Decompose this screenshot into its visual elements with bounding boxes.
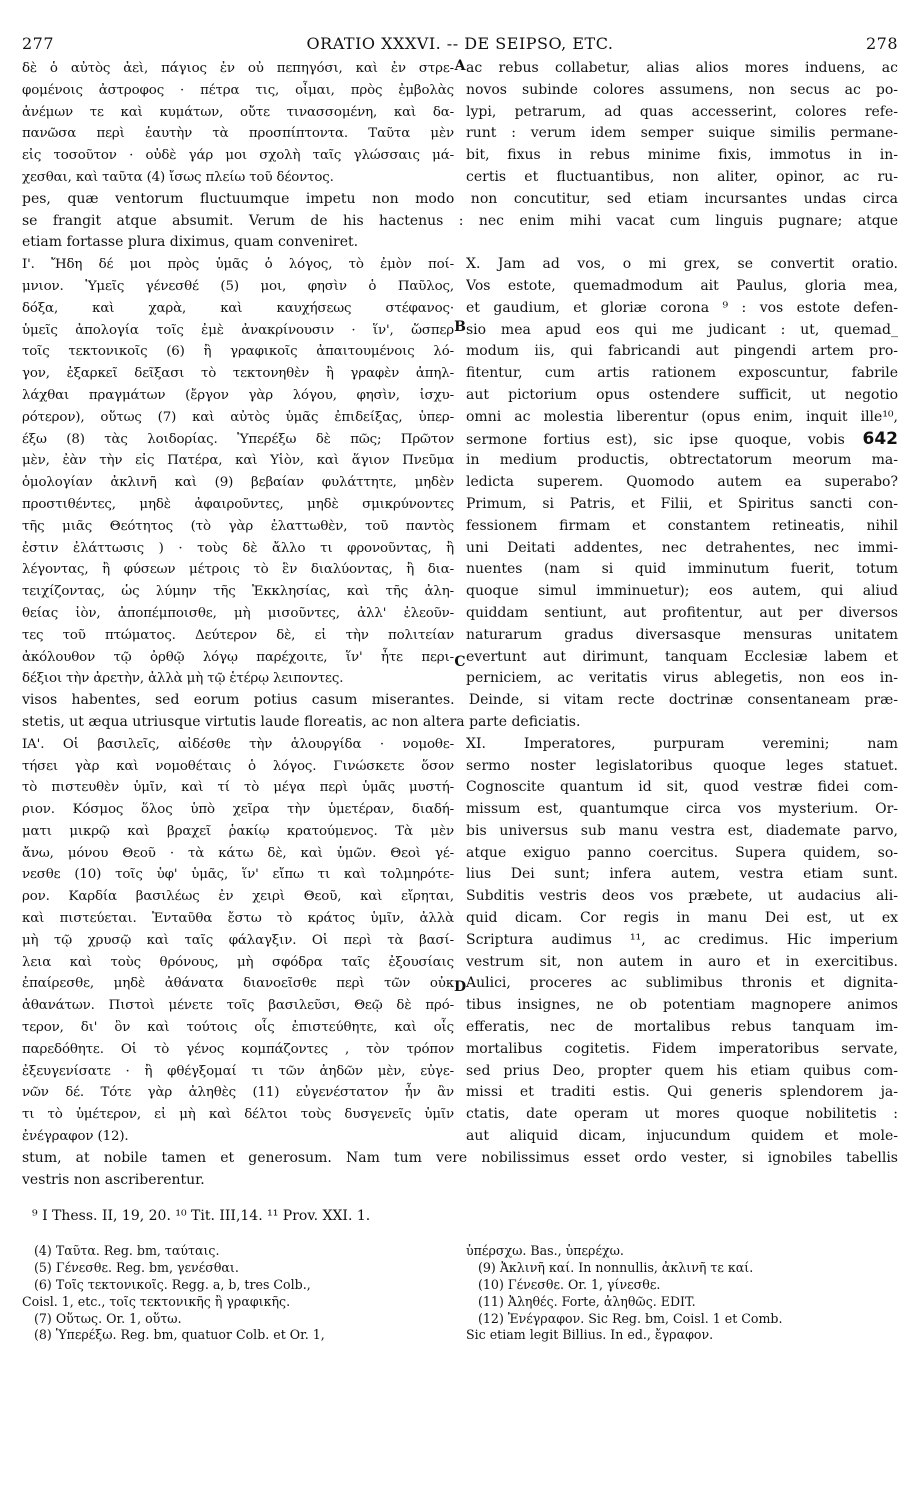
- latin-line: Primum, si Patris, et Filii, et Spiritus sancti con-: [466, 495, 898, 512]
- latin-line: tibus insignes, ne ob potentiam magnopere animos: [466, 997, 898, 1014]
- latin-line: sed prius Deo, propter quem his etiam quibus com-: [466, 1062, 898, 1079]
- greek-line: γον, ἐξαρκεῖ δεῖξασι τὸ τεκτονηθὲν ἢ γραφὲν ἀπηλ-: [22, 366, 454, 382]
- apparatus-note: (12) Ἐνέγραφον. Sic Reg. bm, Coisl. 1 et Comb.: [478, 1310, 783, 1326]
- greek-line: τὸ πιστευθὲν ὑμῖν, καὶ τί τὸ μέγα περὶ ὑμᾶς μυστή-: [22, 780, 454, 796]
- greek-line: ΙΑ'. Οἱ βασιλεῖς, αἰδέσθε τὴν ἁλουργίδα · νομοθε-: [22, 736, 454, 752]
- latin-line: Scriptura audimus ¹¹, ac credimus. Hic imperium: [466, 931, 898, 948]
- latin-line: pes, quæ ventorum fluctuumque impetu non modo non concutitur, sed etiam incursantes undas circa: [22, 190, 898, 207]
- greek-line: εἰς τοσοῦτον · οὐδὲ γάρ μοι σχολὴ ταῖς γλώσσαις μά-: [22, 148, 454, 164]
- latin-line: ledicta superem. Quomodo autem ea superabo?: [466, 474, 898, 491]
- full-width-latin: [22, 1148, 898, 1192]
- greek-line: τι τὸ ὑμέτερον, εἰ μὴ καὶ δέλτοι τοὺς δυσγενεῖς ὑμῖν: [22, 1107, 454, 1123]
- latin-line: bis universus sub manu vestra est, diademate parvo,: [466, 822, 898, 839]
- greek-line: μνιον. Ὑμεῖς γένεσθέ (5) μοι, φησὶν ὁ Παῦλος,: [22, 278, 454, 294]
- apparatus-note: (8) Ὑπερέξω. Reg. bm, quatuor Colb. et Or. 1,: [34, 1327, 325, 1343]
- latin-line: perniciem, ac veritatis virus ablegetis, non eos in-: [466, 670, 898, 687]
- margin-gutter: [454, 734, 466, 1148]
- latin-column: [466, 734, 898, 1148]
- latin-line: etiam fortasse plura diximus, quam conveniret.: [22, 234, 359, 251]
- greek-line: τήσει γὰρ καὶ νομοθέταις ὁ λόγος. Γινώσκετε ὅσον: [22, 758, 454, 774]
- greek-line: νεσθε (10) τοῖς ὑφ' ὑμᾶς, ἵν' εἴπω τι καὶ τολμηρότε-: [22, 867, 454, 883]
- greek-line: ἀθανάτων. Πιστοὶ μένετε τοῖς βασιλεῦσι, Θεῷ δὲ πρό-: [22, 998, 454, 1014]
- greek-line: δὲ ὁ αὐτὸς ἀεὶ, πάγιος ἐν οὐ πεπηγόσι, καὶ ἐν στρε-: [22, 61, 454, 76]
- latin-line: quid dicam. Cor regis in manu Dei est, ut ex: [466, 910, 898, 927]
- latin-column: [466, 58, 898, 189]
- full-width-latin: [22, 189, 898, 254]
- margin-gutter: [454, 58, 466, 189]
- greek-line: ρότερον), οὕτως (7) καὶ αὐτὸς ὑμᾶς ἐπιδείξας, ὑπερ-: [22, 409, 454, 425]
- greek-line: ριον. Κόσμος ὅλος ὑπὸ χεῖρα τὴν ὑμετέραν, διαδή-: [22, 802, 454, 818]
- greek-line: δέξιοι τὴν ἀρετὴν, ἀλλὰ μὴ τῷ ἑτέρῳ λειποντες.: [22, 671, 344, 687]
- greek-line: δόξα, καὶ χαρὰ, καὶ καυχήσεως στέφανος·: [22, 300, 454, 316]
- latin-line: et gaudium, et gloriæ corona ⁹ : vos estote defen-: [466, 299, 898, 316]
- latin-line: fitentur, cum artis rationem exposcuntur, fabrile: [466, 365, 898, 382]
- greek-line: ἐξευγενίσατε · ἢ φθέγξομαί τι τῶν ἀηδῶν μὲν, εὐγε-: [22, 1063, 454, 1079]
- latin-line: atque exiguo panno coercitus. Supera quidem, so-: [466, 844, 898, 861]
- latin-line: sio mea apud eos qui me judicant : ut, quemad_: [466, 321, 898, 338]
- greek-line: τειχίζοντας, ὡς λύμην τῆς Ἐκκλησίας, καὶ τῆς ἀλη-: [22, 584, 454, 600]
- latin-line: missum est, quantumque circa vos mysterium. Or-: [466, 801, 898, 818]
- latin-line: in medium productis, obtrectatorum meorum ma-: [466, 452, 898, 469]
- latin-line: XI. Imperatores, purpuram veremini; nam: [466, 735, 898, 752]
- greek-line: τοῖς τεκτονικοῖς (6) ἢ γραφικοῖς ἀπαιτουμένοις λό-: [22, 344, 454, 360]
- greek-line: καὶ πιστεύεται. Ἐνταῦθα ἔστω τὸ κράτος ὑμῖν, ἀλλὰ: [22, 911, 454, 927]
- page: [22, 28, 898, 1344]
- greek-line: ἐπαίρεσθε, μηδὲ ἀθάνατα διανοεῖσθε περὶ τῶν οὐκ: [22, 976, 454, 992]
- margin-letter-c: C: [454, 654, 466, 671]
- migne-column-number: 642: [844, 428, 898, 449]
- greek-line: θείας ἰὸν, ἀποπέμποισθε, μὴ μισοῦντες, ἀλλ' ἐλεοῦν-: [22, 605, 454, 621]
- apparatus-note: (10) Γένεσθε. Or. 1, γίνεσθε.: [478, 1277, 661, 1293]
- latin-line: Cognoscite quantum id sit, quod vestræ fidei com-: [466, 779, 898, 796]
- latin-line: runt : verum idem semper suique similis permane-: [466, 125, 898, 142]
- apparatus-note: Coisl. 1, etc., τοῖς τεκτονικῆς ἢ γραφικῆς.: [22, 1293, 291, 1309]
- greek-line: νῶν δέ. Τότε γὰρ ἀληθὲς (11) εὐγενέστατον ἦν ἂν: [22, 1085, 454, 1101]
- greek-line: μὴ τῷ χρυσῷ καὶ ταῖς φάλαγξιν. Οἱ περὶ τὰ βασί-: [22, 932, 454, 948]
- notes-right-column: [454, 1243, 898, 1344]
- apparatus-note: (6) Τοῖς τεκτονικοῖς. Regg. a, b, tres Colb.,: [34, 1277, 311, 1293]
- text-block-2: [22, 254, 898, 734]
- latin-line: aut pictorium opus ostendere sufficit, ut negotio: [466, 386, 898, 403]
- latin-line: sermone fortius est), sic ipse quoque, vobis 642: [466, 428, 898, 449]
- critical-apparatus: [22, 1243, 898, 1344]
- apparatus-note: (7) Οὕτως. Or. 1, οὕτω.: [34, 1310, 182, 1326]
- latin-line: aut aliquid dicam, injucundum quidem et mole-: [466, 1128, 898, 1145]
- apparatus-note: (9) Ἀκλινῆ καί. In nonnullis, ἀκλινῆ τε καί.: [478, 1260, 754, 1276]
- apparatus-note: (5) Γένεσθε. Reg. bm, γενέσθαι.: [34, 1260, 239, 1276]
- latin-line: lypi, petrarum, ad quas accesserint, colores refe-: [466, 103, 898, 120]
- greek-line: λέγοντας, ἢ φύσεων μέτροις τὸ ἓν διαλύοντας, ἢ δια-: [22, 562, 454, 578]
- latin-line: certis et fluctuantibus, non aliter, opinor, ac ru-: [466, 168, 898, 185]
- greek-line: ρον. Καρδία βασιλέως ἐν χειρὶ Θεοῦ, καὶ εἴρηται,: [22, 889, 454, 905]
- latin-line: fessionem firmam et constantem retineatis, nihil: [466, 517, 898, 534]
- greek-line: χεσθαι, καὶ ταῦτα (4) ἴσως πλείω τοῦ δέοντος.: [22, 169, 334, 185]
- latin-line: ac rebus collabetur, alias alios mores induens, ac: [466, 60, 898, 76]
- latin-line: efferatis, nec de mortalibus rebus tanquam im-: [466, 1019, 898, 1036]
- greek-line: λάχθαι πραγμάτων (ἔργον γὰρ λόγου, φησὶν, ἰσχυ-: [22, 387, 454, 403]
- latin-line: Aulici, proceres ac sublimibus thronis et dignita-: [466, 975, 898, 992]
- greek-line: τῆς μιᾶς Θεότητος (τὸ γὰρ ἐλαττωθὲν, τοῦ παντὸς: [22, 518, 454, 534]
- latin-line: missi et traditi estis. Qui generis splendorem ja-: [466, 1084, 898, 1101]
- latin-line: mortalibus cogitetis. Fidem imperatoribus servate,: [466, 1040, 898, 1057]
- apparatus-note: (11) Ἀληθές. Forte, ἀληθῶς. EDIT.: [478, 1293, 696, 1309]
- margin-letter-a: A: [454, 58, 466, 74]
- latin-line: vestris non ascriberentur.: [22, 1171, 205, 1188]
- page-number-right: 278: [865, 34, 898, 53]
- latin-line: stum, at nobile tamen et generosum. Nam tum vere nobilissimus esset ordo vester, si ignobiles tabellis: [22, 1149, 898, 1166]
- greek-line: τες τοῦ πτώματος. Δεύτερον δὲ, εἰ τὴν πολιτείαν: [22, 627, 454, 643]
- greek-line: τερον, δι' ὃν καὶ τούτοις οἷς ἐπιστεύθητε, καὶ οἷς: [22, 1020, 454, 1036]
- page-number-left: 277: [22, 34, 55, 53]
- latin-line: lius Dei sunt; infera autem, vestra etiam sunt.: [466, 866, 898, 883]
- latin-line: bit, fixus in rebus minime fixis, immotus in in-: [466, 147, 898, 164]
- latin-line: ctatis, date operam ut mores quoque nobilitetis :: [466, 1106, 898, 1123]
- greek-line: παρεδόθητε. Οἱ τὸ γένος κομπάζοντες , τὸν τρόπον: [22, 1041, 454, 1057]
- apparatus-note: (4) Ταῦτα. Reg. bm, ταύταις.: [34, 1243, 220, 1259]
- running-title: ORATIO XXXVI. -- DE SEIPSO, ETC.: [306, 34, 614, 53]
- latin-line: X. Jam ad vos, o mi grex, se convertit oratio.: [466, 256, 898, 273]
- greek-line: ὑμεῖς ἀπολογία τοῖς ἐμὲ ἀνακρίνουσιν · ἵν', ὥσπερ: [22, 322, 454, 338]
- latin-line: modum iis, qui fabricandi aut pingendi artem pro-: [466, 343, 898, 360]
- greek-column: [22, 734, 454, 1148]
- apparatus-note: Sic etiam legit Billius. In ed., ἔγραφον.: [466, 1327, 714, 1343]
- greek-line: φομένοις ἀστροφος · πέτρα τις, οἶμαι, πρὸς ἐμβολὰς: [22, 82, 454, 98]
- scripture-references: ⁹ I Thess. II, 19, 20. ¹⁰ Tit. III,14. ¹¹ Prov. XXI. 1.: [32, 1208, 371, 1225]
- margin-letter-b: B: [454, 319, 466, 336]
- notes-left-column: [22, 1243, 454, 1344]
- latin-line: Subditis vestris deos vos præbete, ut audacius ali-: [466, 888, 898, 905]
- latin-line: Vos estote, quemadmodum ait Paulus, gloria mea,: [466, 277, 898, 294]
- latin-line: omni ac molestia liberentur (opus enim, inquit ille¹⁰,: [466, 408, 898, 425]
- text-block-1: [22, 58, 898, 254]
- latin-line: quoque simul imminuetur); eos autem, qui aliud: [466, 583, 898, 600]
- latin-line: quiddam sentiunt, aut profitentur, aut per diversos: [466, 604, 898, 621]
- greek-line: λεια καὶ τοὺς θρόνους, μὴ σφόδρα ταῖς ἐξουσίαις: [22, 954, 454, 970]
- greek-line: προστιθέντες, μηδὲ ἀφαιροῦντες, μηδὲ σμικρύνοντες: [22, 496, 454, 512]
- latin-line: evertunt aut dirimunt, tanquam Ecclesiæ labem et: [466, 648, 898, 665]
- latin-line: novos subinde colores assumens, non secus ac po-: [466, 81, 898, 98]
- text-block-3: [22, 734, 898, 1192]
- greek-line: ἄνω, μόνου Θεοῦ · τὰ κάτω δὲ, καὶ ὑμῶν. Θεοὶ γέ-: [22, 845, 454, 861]
- greek-column: [22, 254, 454, 690]
- greek-line: μὲν, ἐὰν τὴν εἰς Πατέρα, καὶ Υἱὸν, καὶ ἅγιον Πνεῦμα: [22, 453, 454, 469]
- full-width-latin: [22, 690, 898, 734]
- latin-line: se frangit atque absumit. Verum de his hactenus : nec enim mihi vacat cum linguis pugnare; atque: [22, 212, 898, 229]
- greek-line: έξω (8) τὰς λοιδορίας. Ὑπερέξω δὲ πῶς; Πρῶτον: [22, 431, 454, 447]
- apparatus-note: ὑπέρσχω. Bas., ὑπερέχω.: [466, 1243, 624, 1259]
- greek-line: ἐστιν ἐλάττωσις ) · τοὺς δὲ ἄλλο τι φρονοῦντας, ἢ: [22, 540, 454, 556]
- latin-line: vestrum sit, non autem in auro et in exercitibus.: [466, 953, 898, 970]
- greek-line: ὁμολογίαν ἀκλινῆ καὶ (9) βεβαίαν φυλάττητε, μηδὲν: [22, 475, 454, 491]
- greek-line: ἀκόλουθον τῷ ὀρθῷ λόγῳ παρέχοιτε, ἵν' ἦτε περι-: [22, 649, 454, 665]
- greek-line: ἐνέγραφον (12).: [22, 1129, 129, 1145]
- latin-line: visos habentes, sed eorum potius casum miserantes. Deinde, si vitam recte doctrinæ consentaneam præ-: [22, 692, 898, 709]
- running-header: [22, 28, 898, 58]
- greek-line: Ι'. Ἤδη δέ μοι πρὸς ὑμᾶς ὁ λόγος, τὸ ἐμὸν ποί-: [22, 257, 454, 273]
- greek-line: ματι μικρῷ καὶ βραχεῖ ῥακίῳ κρατούμενος. Τὰ μὲν: [22, 823, 454, 839]
- greek-column: [22, 58, 454, 189]
- latin-line: nuentes (nam si quid imminutum fuerit, totum: [466, 561, 898, 578]
- greek-line: ἀνέμων τε καὶ κυμάτων, οὔτε τινασσομένη, καὶ δα-: [22, 104, 454, 120]
- latin-column: [466, 254, 898, 690]
- latin-line: naturarum gradus diversasque mensuras unitatem: [466, 626, 898, 643]
- latin-line: stetis, ut æqua utriusque virtutis laude floreatis, ac non altera parte deficiatis.: [22, 713, 581, 730]
- latin-line: uni Deitati addentes, nec detrahentes, nec immi-: [466, 539, 898, 556]
- latin-line: sermo noster legislatoribus quoque leges statuet.: [466, 757, 898, 774]
- greek-line: πανῶσα περὶ ἑαυτὴν τὰ προσπίπτοντα. Ταῦτα μὲν: [22, 126, 454, 142]
- margin-letter-d: D: [454, 978, 467, 995]
- margin-gutter: [454, 254, 466, 690]
